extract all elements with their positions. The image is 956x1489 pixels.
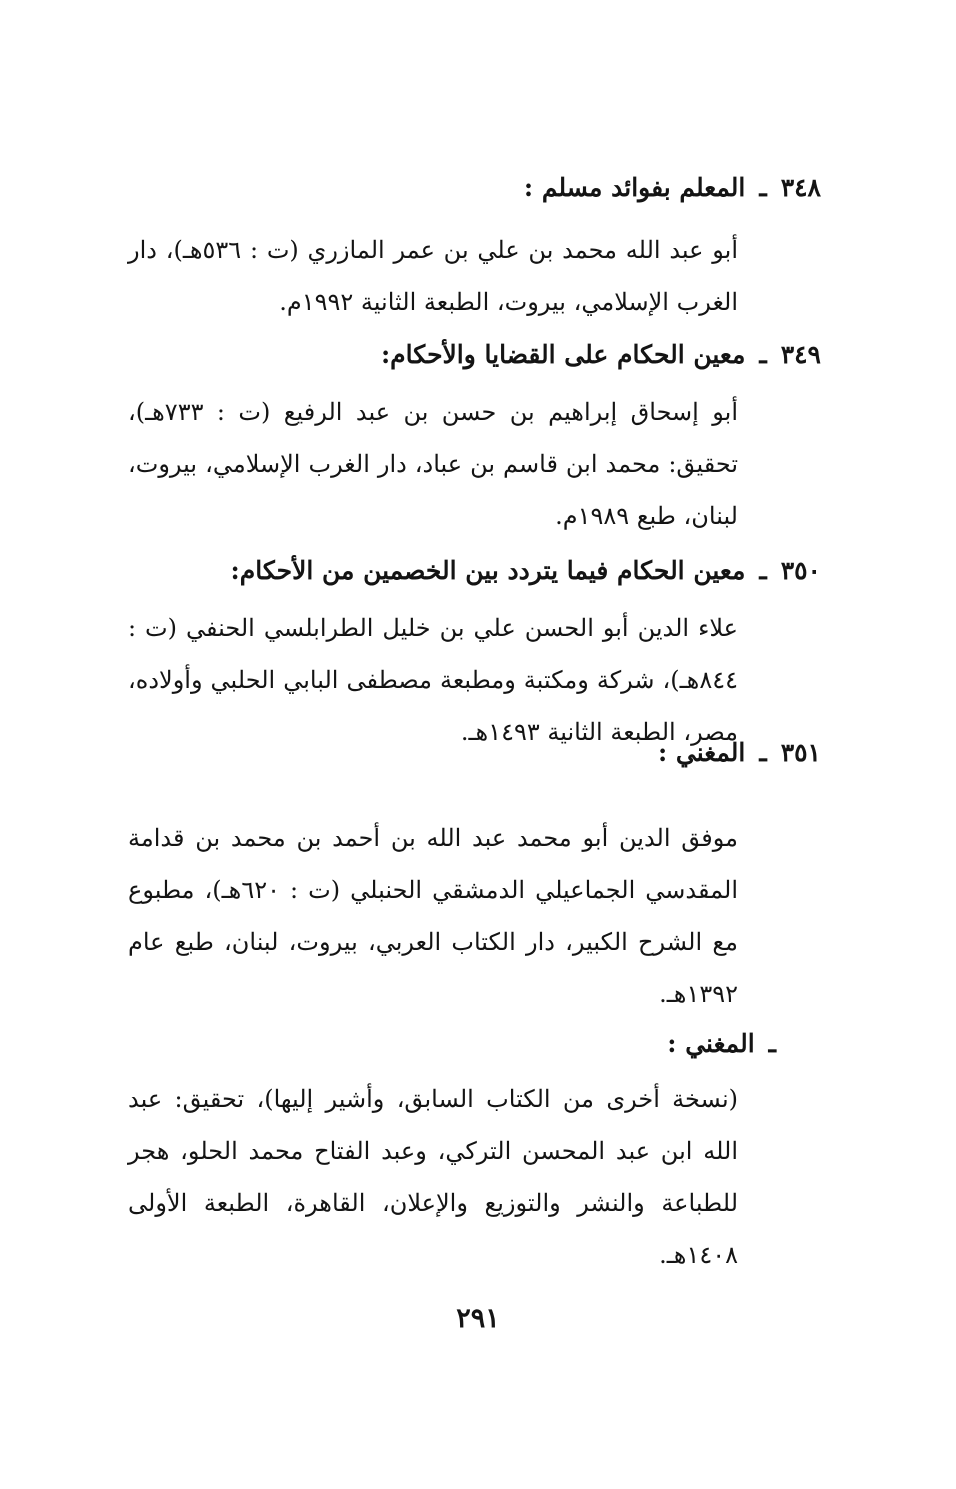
entry-body: (نسخة أخرى من الكتاب السابق، وأشير إليها)، تحقيق: عبد الله ابن عبد المحسن التركي، وعبد الفتاح محمد الحلو، هجر للطباعة والنشر والتوزيع والإعلان، القاهرة، الطبعة الأولى ١٤٠٨هـ. [128, 1085, 738, 1269]
entry-body: أبو إسحاق إبراهيم بن حسن بن عبد الرفيع (ت : ٧٣٣هـ)، تحقيق: محمد ابن قاسم بن عباد، دار الغرب الإسلامي، بيروت، لبنان، طبع ١٩٨٩م. [128, 398, 739, 530]
entry-heading [524, 168, 821, 208]
entry-dash: ـ [759, 738, 767, 767]
entry-dash: ـ [768, 1029, 776, 1058]
entry-number: ٣٤٩ [780, 340, 821, 369]
entry-dash: ـ [759, 340, 767, 369]
entry-number: ٣٤٨ [780, 173, 821, 202]
entry-number: ٣٥٠ [780, 556, 821, 585]
entry-dash: ـ [759, 173, 767, 202]
entry-body: موفق الدين أبو محمد عبد الله بن أحمد بن محمد بن قدامة المقدسي الجماعيلي الدمشقي الحنبلي (ت : ٦٢٠هـ)، مطبوع مع الشرح الكبير، دار الكتاب العربي، بيروت، لبنان، طبع عام ١٣٩٢هـ. [128, 824, 739, 1008]
entry-heading [231, 551, 821, 591]
entry-heading [667, 1024, 776, 1064]
entry-title: المغني : [657, 738, 746, 767]
page-number: ٢٩١ [456, 1303, 500, 1334]
entry-title: معين الحكام على القضايا والأحكام: [380, 340, 746, 369]
entry-title: معين الحكام فيما يتردد بين الخصمين من الأحكام: [230, 556, 746, 585]
entry-title: المغني : [667, 1029, 755, 1058]
entry-number: ٣٥١ [780, 738, 821, 767]
entry-heading [381, 335, 821, 375]
entry-dash: ـ [759, 556, 767, 585]
entry-body: أبو عبد الله محمد بن علي بن عمر المازري (ت : ٥٣٦هـ)، دار الغرب الإسلامي، بيروت، الطبعة الثانية ١٩٩٢م. [128, 236, 738, 316]
entry-heading [658, 733, 821, 773]
entry-body: علاء الدين أبو الحسن علي بن خليل الطرابلسي الحنفي (ت : ٨٤٤هـ)، شركة ومكتبة ومطبعة مصطفى البابي الحلبي وأولاده، مصر، الطبعة الثانية ١٤٩٣هـ. [128, 614, 738, 746]
entry-title: المعلم بفوائد مسلم : [523, 173, 746, 202]
